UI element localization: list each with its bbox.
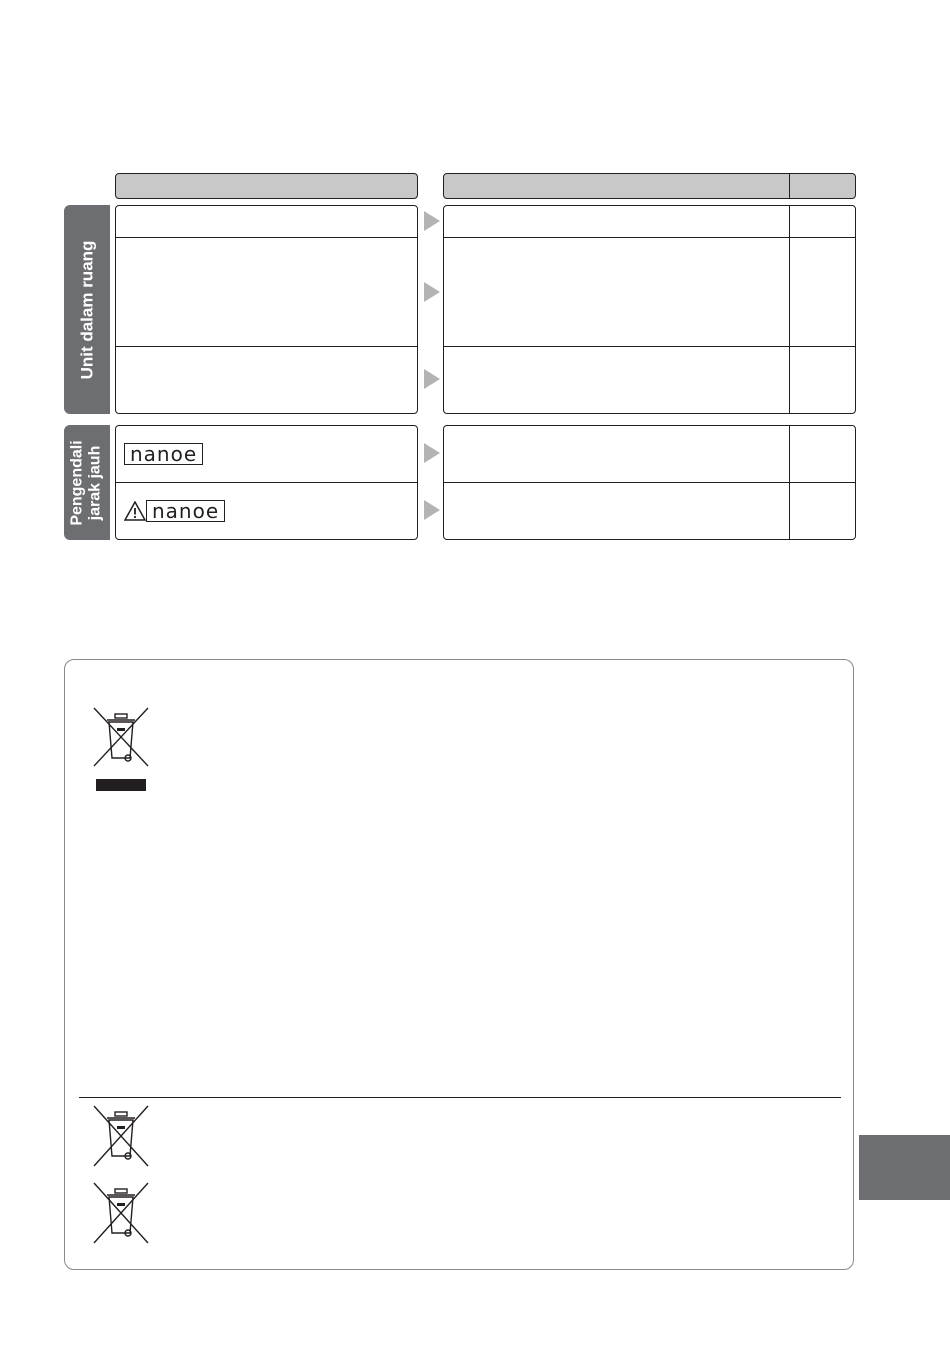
table-header-right [443,173,856,199]
row-divider [116,346,417,347]
indoor-cause-box [443,205,856,414]
row-divider [116,237,417,238]
side-tab-indoor-unit [64,205,110,414]
column-divider [789,426,790,539]
nanoe-indicator: nanoe [124,443,203,465]
row-divider [116,482,417,483]
side-tab-remote-line2: jarak jauh [87,445,105,520]
column-divider [789,206,790,413]
side-tab-remote-control [64,425,110,540]
disposal-info-box [64,659,854,1270]
crossed-out-wheeled-bin-icon [89,704,153,794]
row-divider [444,346,855,347]
side-tab-indoor-unit-label: Unit dalam ruang [77,240,97,379]
right-triangle-arrow-icon [424,282,440,302]
remote-cause-box [443,425,856,540]
chapter-edge-tab [859,1135,950,1200]
remote-symptom-box [115,425,418,540]
right-triangle-arrow-icon [424,211,440,231]
side-tab-remote-line1: Pengendali [69,439,87,526]
nanoe-indicator: nanoe [146,500,225,522]
indoor-symptom-box [115,205,418,414]
right-triangle-arrow-icon [424,500,440,520]
warning-triangle-icon [124,501,146,521]
right-triangle-arrow-icon [424,369,440,389]
remote-row-1 [124,443,203,466]
table-header-left [115,173,418,199]
crossed-out-wheeled-bin-icon [89,1104,153,1168]
section-divider [79,1097,841,1098]
right-triangle-arrow-icon [424,443,440,463]
remote-row-2 [124,500,225,522]
row-divider [444,482,855,483]
row-divider [444,237,855,238]
side-tab-remote-control-label [69,440,105,525]
column-divider [789,174,790,198]
crossed-out-wheeled-bin-icon [89,1181,153,1245]
